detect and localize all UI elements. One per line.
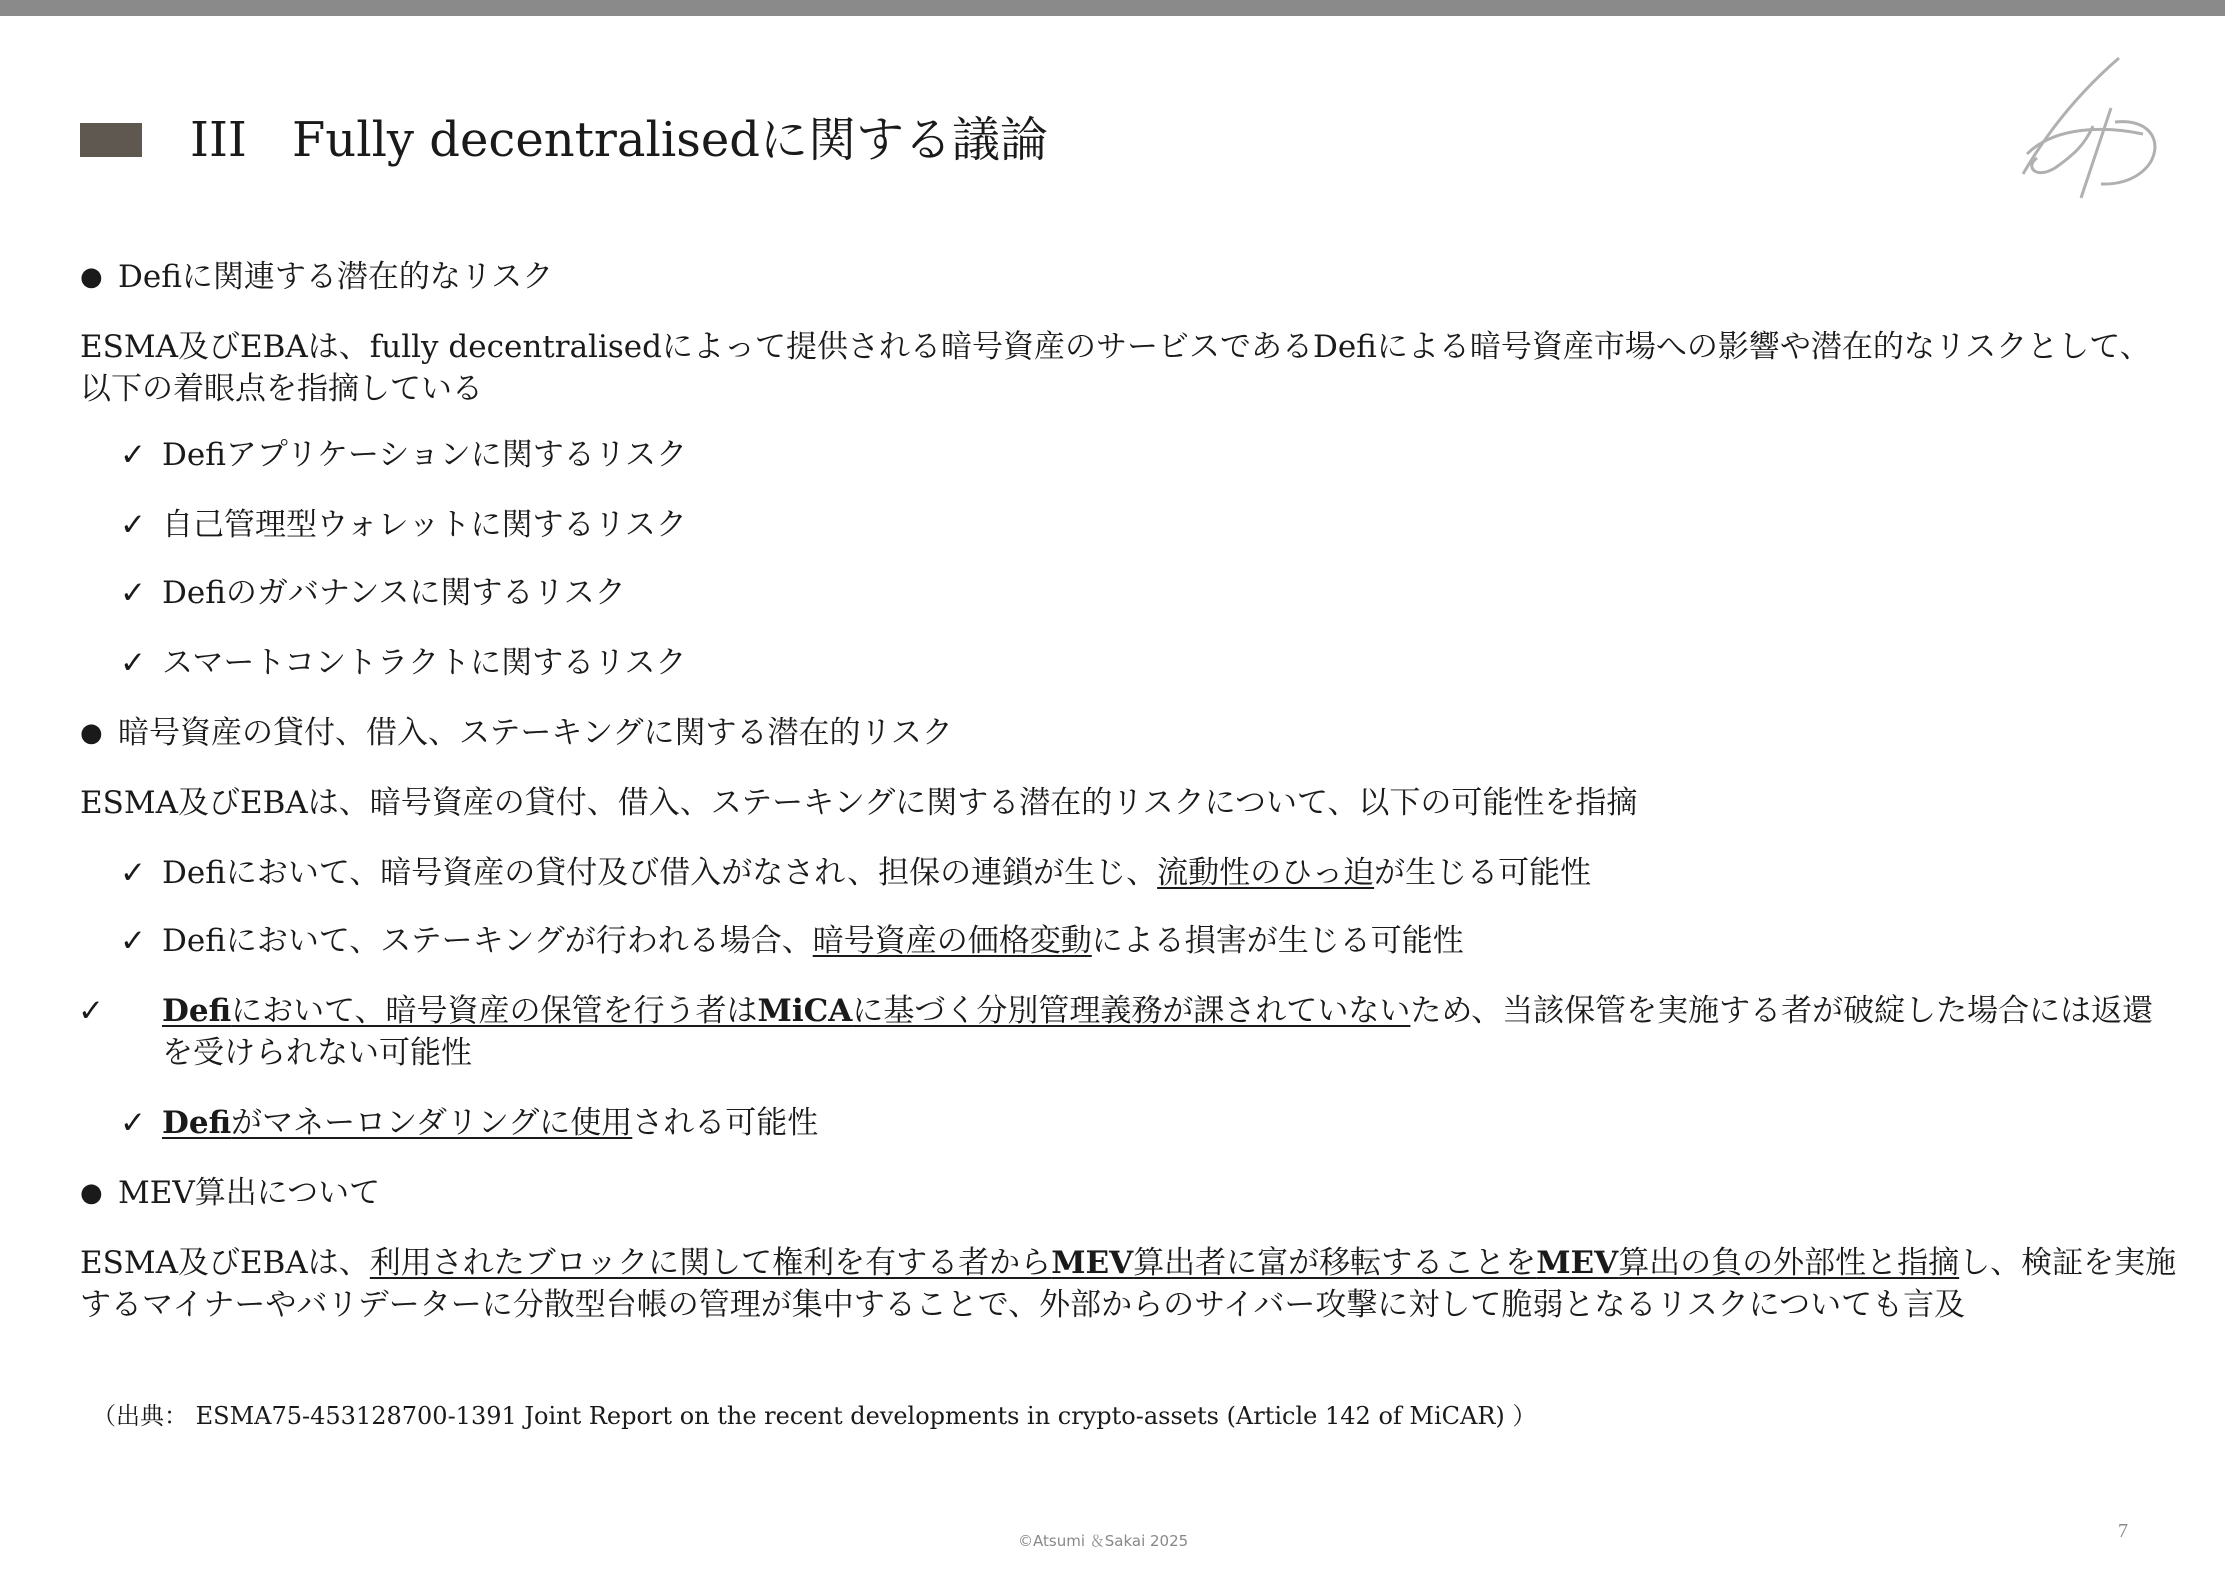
check-icon: ✓	[120, 923, 146, 959]
check-icon: ✓	[120, 507, 146, 543]
section-heading-3	[80, 1172, 380, 1214]
underlined-phrase: 流動性のひっ迫	[1157, 855, 1375, 891]
check-item-text: 自己管理型ウォレットに関するリスク	[162, 507, 687, 543]
check-item	[120, 572, 626, 614]
check-item	[78, 990, 2180, 1074]
section-body-3: ESMA及びEBAは、利用されたブロックに関して権利を有する者からMEV算出者に富が移転することをMEV算出の負の外部性と指摘し、検証を実施するマイナーやバリデーターに分散型台帳の管理が集中することで、外部からのサイバー攻撃に対して脆弱となるリスクについても言及	[80, 1245, 2177, 1323]
check-icon: ✓	[120, 575, 146, 611]
underlined-phrase: Defiがマネーロンダリングに使用	[162, 1105, 633, 1141]
check-item-text: ため、当該保管を実施する者が破綻した場合には返還を受けられない可能性	[162, 993, 2154, 1071]
check-icon: ✓	[120, 437, 146, 473]
check-item	[120, 852, 1591, 894]
top-bar	[0, 0, 2225, 16]
bullet-icon: ●	[80, 1178, 103, 1208]
check-item-text: Defiアプリケーションに関するリスク	[162, 437, 688, 473]
source-citation: （出典： ESMA75-453128700-1391 Joint Report on the recent developments in crypto-assets (Article 142 of MiCAR) ）	[92, 1402, 1537, 1430]
underlined-phrase: Defiにおいて、暗号資産の保管を行う者はMiCAに基づく分別管理義務が課されていない	[162, 993, 1411, 1029]
check-item-text: Defiのガバナンスに関するリスク	[162, 575, 626, 611]
section-heading-text: Defiに関連する潜在的なリスク	[118, 259, 554, 295]
title-marker-block	[80, 123, 142, 157]
check-item-text: が生じる可能性	[1374, 855, 1592, 891]
check-item	[120, 504, 687, 546]
check-item-text: される可能性	[632, 1105, 819, 1141]
copyright-footer: ©Atsumi ＆Sakai 2025	[1018, 1532, 1189, 1550]
check-item-text: Defiにおいて、暗号資産の貸付及び借入がなされ、担保の連鎖が生じ、	[162, 855, 1158, 891]
check-item	[120, 434, 687, 476]
section-body-1: ESMA及びEBAは、fully decentralisedによって提供される暗号資産のサービスであるDefiによる暗号資産市場への影響や潜在的なリスクとして、以下の着眼点を指摘している	[80, 329, 2151, 407]
section-body-2: ESMA及びEBAは、暗号資産の貸付、借入、ステーキングに関する潜在的リスクについて、以下の可能性を指摘	[80, 785, 1638, 821]
section-heading-1	[80, 256, 553, 298]
check-item	[120, 642, 687, 684]
section-heading-2	[80, 712, 953, 754]
section-heading-text: MEV算出について	[118, 1175, 381, 1211]
check-item	[120, 920, 1464, 962]
page-number: 7	[2118, 1520, 2128, 1542]
check-icon: ✓	[120, 1105, 146, 1141]
bullet-icon: ●	[80, 262, 103, 292]
section-heading-text: 暗号資産の貸付、借入、ステーキングに関する潜在的リスク	[118, 715, 953, 751]
underlined-phrase: 暗号資産の価格変動	[812, 923, 1092, 959]
check-item-text: スマートコントラクトに関するリスク	[162, 645, 687, 681]
check-icon: ✓	[120, 855, 146, 891]
check-icon: ✓	[120, 645, 146, 681]
section-number: III	[190, 112, 247, 168]
bullet-icon: ●	[80, 718, 103, 748]
check-item	[120, 1102, 818, 1144]
check-item-text: Defiにおいて、ステーキングが行われる場合、	[162, 923, 813, 959]
check-icon: ✓	[78, 993, 104, 1029]
page-title: Fully decentralisedに関する議論	[292, 112, 1048, 168]
check-item-text: による損害が生じる可能性	[1091, 923, 1464, 959]
atsumi-sakai-logo	[2015, 56, 2165, 201]
